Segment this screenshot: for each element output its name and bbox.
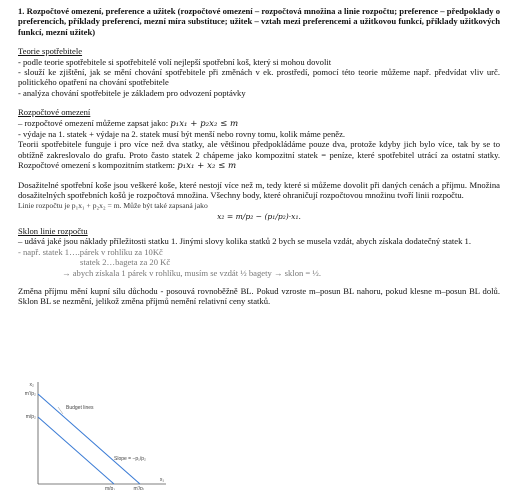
budget-formula: p₁x₁ + p₂x₂ ≤ m <box>170 118 239 129</box>
income-paragraph: Změna příjmu mění kupní sílu důchodu - posouvá rovnoběžně BL. Pokud vzroste m–posun BL nahoru, pokud klesne m–posun BL dolů. Sklon BL se nezmění, jelikož změna příjmů nemění relativní ceny statků. <box>18 285 500 307</box>
y-axis-name: x₂ <box>29 382 34 388</box>
theory-line-2: - slouží ke zjištění, jak se mění chování spotřebitele při změnách v ek. prostředí, pomocí této teorie můžeme např. předvídat vliv urč. politického opatření na chování spotřebitele <box>18 67 500 88</box>
budget-line-1: – rozpočtové omezení můžeme zapsat jako: p₁x₁ + p₂x₂ ≤ m <box>18 117 239 129</box>
budget-line-formula: x₂ = m/p₂ − (p₁/p₂)·x₁. <box>217 211 301 221</box>
slope-label: Slope = −p₁/p₂ <box>114 456 146 462</box>
budget-lines-label: Budget lines <box>66 405 94 411</box>
slope-paragraph: – udává jaké jsou náklady příležitosti statku 1. Jinými slovy kolika statků 2 bych se musela vzdát, abych získala dodatečný statek 1. <box>18 236 471 247</box>
composite-formula: p₁x₁ + x₂ ≤ m <box>177 161 237 172</box>
theory-line-3: - analýza chování spotřebitele je základem pro odvození poptávky <box>18 87 246 98</box>
theory-title: Teorie spotřebitele <box>18 46 83 57</box>
slope-example-1: - např. statek 1….párek v rohlíku za 10Kč <box>18 246 163 257</box>
y-label-low: m/p₂ <box>25 414 36 420</box>
budget-title: Rozpočtové omezení <box>18 107 91 118</box>
budget-paragraph: Teorii spotřebitele funguje i pro více než dva statky, ale většinou předpokládáme pouze dva, protože kdyby jich bylo více, tak by se to obtížně zakreslovalo do grafu. Proto často statek 2 chápeme jako kompozitní statek = peníze, které spotřebitel utrácí za ostatní statky. Rozpočtové omezení s kompozitním statkem: p₁x₁ + x₂ ≤ m <box>18 139 500 172</box>
document-page <box>18 6 500 307</box>
y-label-high: m'/p₂ <box>24 391 36 397</box>
slope-example-3: → abych získala 1 párek v rohlíku, musím se vzdát ½ bagety → sklon = ½. <box>62 267 322 278</box>
x-label-low: m/p₁ <box>104 486 116 490</box>
x-label-high: m'/p₁ <box>133 486 145 490</box>
budget-lines-chart <box>18 380 168 490</box>
section-heading: 1. Rozpočtové omezení, preference a užitek (rozpočtové omezení – rozpočtová množina a linie rozpočtu; preference – předpoklady o preferencích, příklady preferencí, mezní míra substituce; užitek – vztah mezi preferencemi a užitkovou funkcí, příklady užitkových funkcí, mezní užitek) <box>18 6 500 37</box>
budget-line-2: - výdaje na 1. statek + výdaje na 2. statek musí být menší nebo rovny tomu, kolik máme peněz. <box>18 129 346 140</box>
budget-line-note: Linie rozpočtu je p₁x₁ + p₂x₂ = m. Může být také zapsaná jako <box>18 200 208 210</box>
budget-set-paragraph: Dosažitelné spotřební koše jsou veškeré koše, které nestojí více než m, tedy které si můžeme dovolit při daných cenách a příjmu. Množina dosažitelných spotřebních košů je rozpočtová množina. Všechny body, které ohraničují rozpočtovou množinu tvoří linii rozpočtu. <box>18 179 500 201</box>
theory-line-1: - podle teorie spotřebitele si spotřebitelé volí nejlepší spotřební koš, který si mohou dovolit <box>18 56 332 67</box>
slope-example-2: statek 2…bageta za 20 Kč <box>80 257 171 268</box>
slope-title: Sklon linie rozpočtu <box>18 225 88 236</box>
x-axis-name: x₁ <box>159 477 164 483</box>
